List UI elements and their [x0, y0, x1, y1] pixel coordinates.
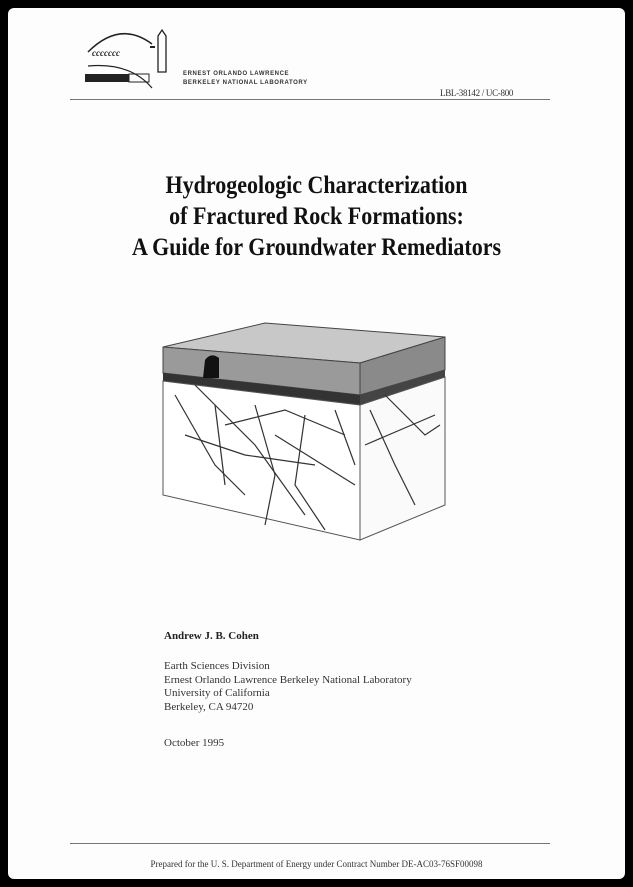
header-rule	[70, 99, 550, 100]
affiliation-line: Berkeley, CA 94720	[164, 700, 254, 713]
author-name: Andrew J. B. Cohen	[164, 630, 259, 642]
svg-text:ccccccc: ccccccc	[92, 48, 120, 58]
affiliation-line: Earth Sciences Division	[164, 660, 270, 672]
berkeley-lab-logo	[80, 22, 180, 92]
affiliation-line: University of California	[164, 687, 270, 699]
lab-name-line1: ERNEST ORLANDO LAWRENCE	[183, 71, 290, 77]
footer-rule	[70, 843, 550, 844]
fractured-rock-block-diagram	[155, 315, 455, 550]
affiliation-line: Ernest Orlando Lawrence Berkeley National Laboratory	[164, 673, 412, 686]
report-number: LBL-38142 / UC-800	[440, 88, 514, 98]
lab-name	[183, 70, 308, 88]
author-affiliation	[164, 660, 412, 714]
document-title	[73, 170, 560, 263]
title-line1: Hydrogeologic Characterization	[165, 172, 468, 199]
title-line3: A Guide for Groundwater Remediators	[131, 234, 502, 261]
publication-date: October 1995	[164, 737, 225, 749]
footer-contract-note: Prepared for the U. S. Department of Energy under Contract Number DE-AC03-76SF00098	[150, 859, 483, 869]
lab-name-line2: BERKELEY NATIONAL LABORATORY	[183, 80, 308, 86]
title-line2: of Fractured Rock Formations:	[169, 203, 464, 230]
